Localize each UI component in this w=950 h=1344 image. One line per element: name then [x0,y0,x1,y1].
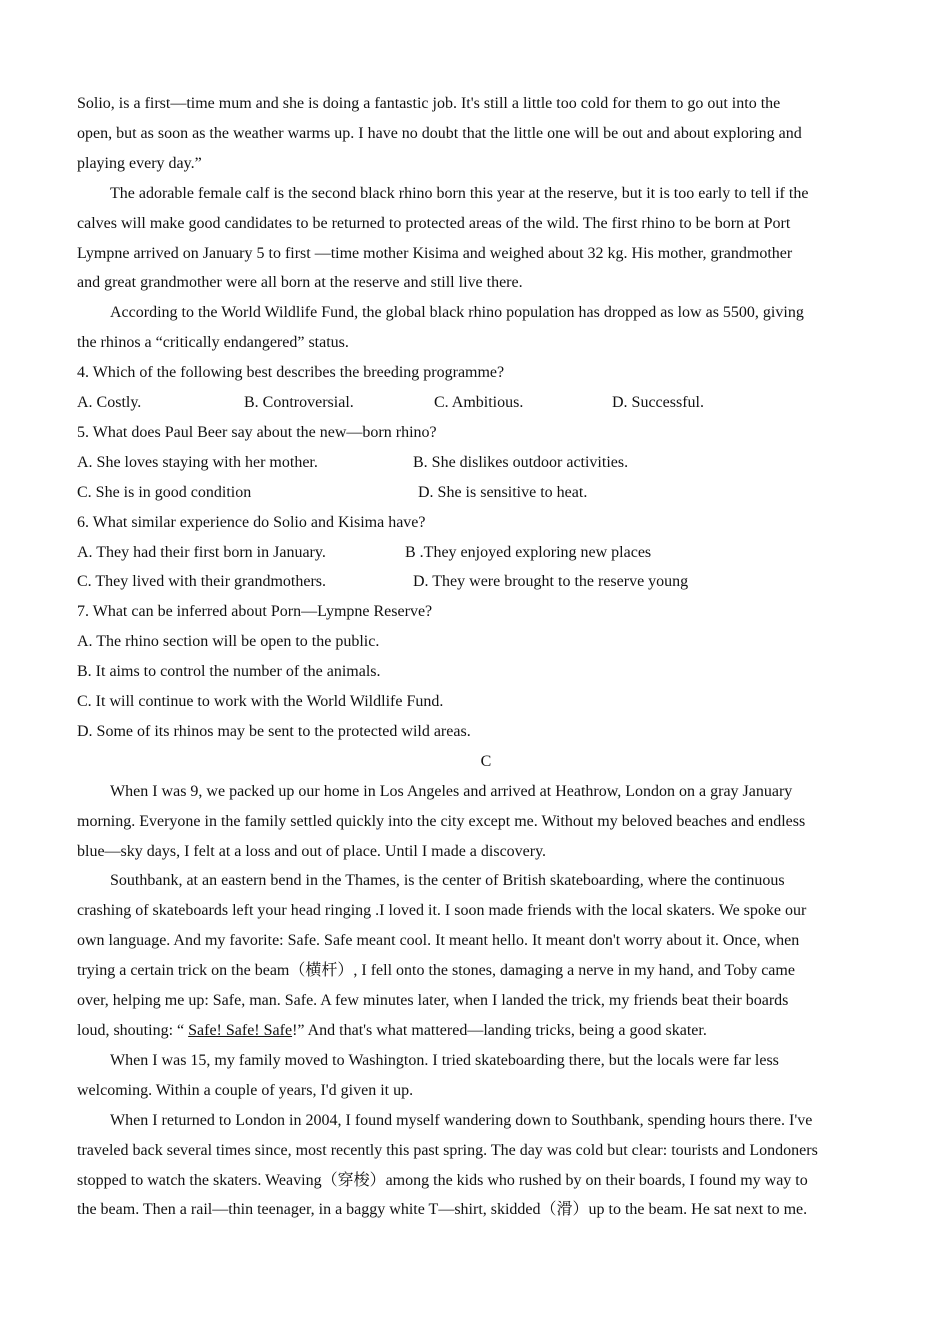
passage-b-p1-line-2: open, but as soon as the weather warms up. I have no doubt that the little one will be out and about exploring and [77,124,802,142]
section-c-p1-line-1: When I was 9, we packed up our home in Los Angeles and arrived at Heathrow, London on a gray January [110,782,793,800]
section-c-p4-line-3: stopped to watch the skaters. Weaving（穿梭）among the kids who rushed by on their boards, I found my way to [77,1171,808,1189]
passage-b-p2-line-4: and great grandmother were all born at the reserve and still live there. [77,274,523,292]
passage-b-p2-line-2: calves will make good candidates to be returned to protected areas of the wild. The first rhino to be born at Port [77,214,791,232]
question-7-stem: 7. What can be inferred about Porn—Lympne Reserve? [77,603,433,621]
question-6-option-b: B .They enjoyed exploring new places [405,543,652,561]
question-7-option-c: C. It will continue to work with the World Wildlife Fund. [77,693,444,711]
question-5-option-a: A. She loves staying with her mother. [77,453,318,471]
question-5-stem: 5. What does Paul Beer say about the new—born rhino? [77,423,437,441]
question-7-option-a: A. The rhino section will be open to the public. [77,633,380,651]
passage-b-p3-line-1: According to the World Wildlife Fund, the global black rhino population has dropped as low as 5500, giving [110,304,804,322]
passage-b-p2-line-3: Lympne arrived on January 5 to first —time mother Kisima and weighed about 32 kg. His mother, grandmother [77,244,793,262]
section-c-p3-line-1: When I was 15, my family moved to Washington. I tried skateboarding there, but the locals were far less [110,1051,779,1069]
question-4-option-c: C. Ambitious. [434,394,524,412]
underlined-phrase: Safe! Safe! Safe [188,1022,293,1040]
question-4-stem: 4. Which of the following best describes the breeding programme? [77,364,505,382]
question-6-stem: 6. What similar experience do Solio and Kisima have? [77,513,426,531]
question-6-options-row-2 [77,567,895,597]
section-c-p1-line-2: morning. Everyone in the family settled quickly into the city except me. Without my beloved beaches and endless [77,812,806,830]
section-c-p2-line-2: crashing of skateboards left your head ringing .I loved it. I soon made friends with the local skaters. We spoke our [77,902,807,920]
section-c-p2-line-3: own language. And my favorite: Safe. Safe meant cool. It meant hello. It meant don't worry about it. Once, when [77,932,800,950]
question-6-options-row-1 [77,538,895,568]
section-c-p4-line-4: the beam. Then a rail—thin teenager, in a baggy white T—shirt, skidded（滑）up to the beam. He sat next to me. [77,1201,808,1219]
question-5-option-c: C. She is in good condition [77,483,252,501]
passage-b-p1-line-1: Solio, is a first—time mum and she is doing a fantastic job. It's still a little too cold for them to go out into the [77,95,781,112]
question-6-option-c: C. They lived with their grandmothers. [77,573,326,591]
question-4-option-a: A. Costly. [77,394,142,412]
section-c-p4-line-1: When I returned to London in 2004, I found myself wandering down to Southbank, spending hours there. I've [110,1111,813,1129]
question-5-options-row-1 [77,448,895,478]
section-c-p2-line-5: over, helping me up: Safe, man. Safe. A few minutes later, when I landed the trick, my friends beat their boards [77,992,789,1010]
section-c-p4-line-2: traveled back several times since, most recently this past spring. The day was cold but clear: tourists and Londoners [77,1141,818,1159]
section-c-p1-line-3: blue—sky days, I felt at a loss and out of place. Until I made a discovery. [77,842,547,860]
passage-b-p1-line-3: playing every day.” [77,154,202,172]
question-7-option-b: B. It aims to control the number of the animals. [77,663,381,681]
passage-b-p2-line-1: The adorable female calf is the second black rhino born this year at the reserve, but it is too early to tell if the [110,184,809,202]
document-page [77,89,895,1225]
question-4-option-b: B. Controversial. [244,394,354,412]
question-6-option-a: A. They had their first born in January. [77,543,326,561]
question-5-option-d: D. She is sensitive to heat. [418,483,588,501]
section-c-p2-line-6 [77,1016,895,1046]
question-5-option-b: B. She dislikes outdoor activities. [413,453,629,471]
section-c-p2-line-1: Southbank, at an eastern bend in the Thames, is the center of British skateboarding, where the continuous [110,872,785,890]
section-c-heading: C [480,752,492,770]
passage-b-p3-line-2: the rhinos a “critically endangered” status. [77,334,349,352]
question-6-option-d: D. They were brought to the reserve young [413,573,689,591]
section-c-p2-line-4: trying a certain trick on the beam（横杆）, I fell onto the stones, damaging a nerve in my hand, and Toby came [77,962,795,980]
question-4-option-d: D. Successful. [612,394,704,412]
section-c-p3-line-2: welcoming. Within a couple of years, I'd given it up. [77,1081,414,1099]
question-7-option-d: D. Some of its rhinos may be sent to the protected wild areas. [77,722,471,740]
section-c-p2-last-prefix: loud, shouting: “ [77,1022,189,1040]
section-c-p2-last-suffix: !” And that's what mattered—landing tricks, being a good skater. [292,1022,707,1040]
question-4-options [77,388,895,418]
question-5-options-row-2 [77,478,895,508]
